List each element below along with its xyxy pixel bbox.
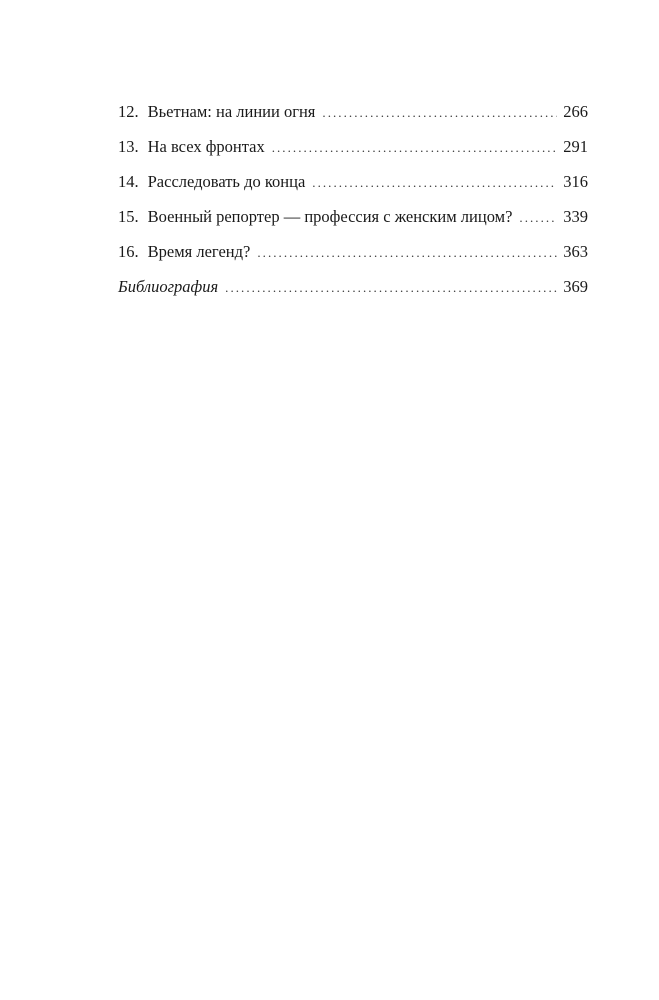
- entry-number: 15.: [118, 207, 139, 226]
- toc-entry[interactable]: [118, 170, 588, 205]
- entry-page-number: 339: [563, 207, 588, 226]
- dot-leader: [225, 276, 557, 300]
- dot-leader: [312, 171, 557, 195]
- toc-entry[interactable]: [118, 100, 588, 135]
- dot-leader: [322, 101, 557, 125]
- entry-number: 12.: [118, 102, 139, 121]
- entry-page-number: 266: [563, 102, 588, 121]
- dot-leader: [519, 206, 557, 230]
- entry-title: Библиография: [118, 277, 219, 296]
- toc-entry[interactable]: [118, 135, 588, 170]
- entry-title: Вьетнам: на линии огня: [147, 102, 316, 121]
- entry-title: Расследовать до конца: [147, 172, 306, 191]
- entry-title: На всех фронтах: [147, 137, 265, 156]
- toc-entry-bibliography[interactable]: [118, 275, 588, 310]
- dot-leader: [257, 241, 557, 265]
- toc-entry[interactable]: [118, 240, 588, 275]
- entry-page-number: 316: [563, 172, 588, 191]
- entry-number: 13.: [118, 137, 139, 156]
- entry-title: Время легенд?: [147, 242, 251, 261]
- toc-entry[interactable]: [118, 205, 588, 240]
- entry-number: 14.: [118, 172, 139, 191]
- entry-number: 16.: [118, 242, 139, 261]
- dot-leader: [272, 136, 558, 160]
- entry-page-number: 369: [563, 277, 588, 296]
- entry-title: Военный репортер — профессия с женским лицом?: [147, 207, 513, 226]
- entry-page-number: 291: [563, 137, 588, 156]
- table-of-contents: [118, 100, 588, 310]
- entry-page-number: 363: [563, 242, 588, 261]
